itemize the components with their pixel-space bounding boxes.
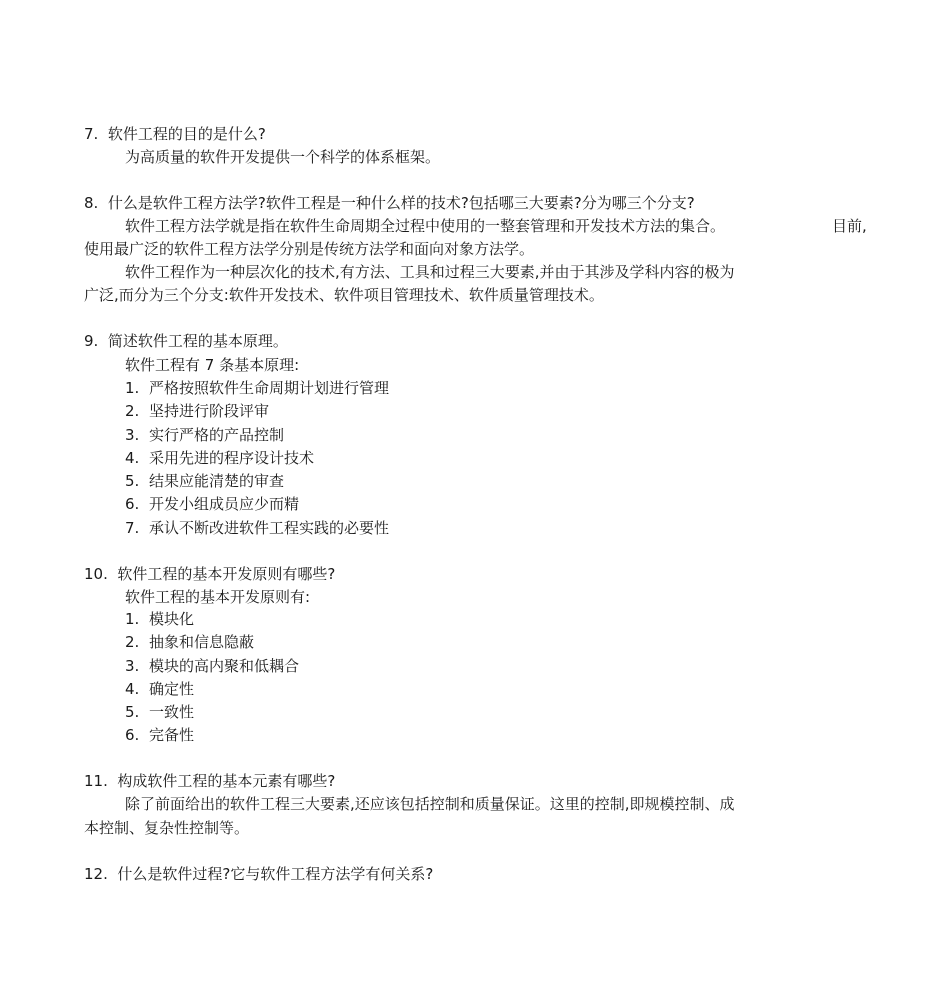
list-item: 2. 抽象和信息隐蔽 bbox=[125, 633, 255, 651]
question-text: 软件工程的基本开发原则有哪些? bbox=[117, 565, 336, 583]
answer-line: 为高质量的软件开发提供一个科学的体系框架。 bbox=[125, 148, 441, 166]
question-text: 构成软件工程的基本元素有哪些? bbox=[117, 772, 336, 790]
question-12 bbox=[84, 864, 433, 884]
question-9 bbox=[84, 331, 288, 351]
question-text: 简述软件工程的基本原理。 bbox=[107, 332, 288, 350]
list-item: 5. 结果应能清楚的审查 bbox=[125, 472, 285, 490]
answer-line: 使用最广泛的软件工程方法学分别是传统方法学和面向对象方法学。 bbox=[84, 240, 535, 258]
question-11 bbox=[84, 771, 335, 791]
question-text: 什么是软件工程方法学?软件工程是一种什么样的技术?包括哪三大要素?分为哪三个分支? bbox=[107, 194, 695, 212]
question-number: 9. bbox=[84, 332, 99, 350]
answer-line: 除了前面给出的软件工程三大要素,还应该包括控制和质量保证。这里的控制,即规模控制、成 bbox=[125, 795, 735, 813]
question-text: 软件工程的目的是什么? bbox=[107, 125, 266, 143]
question-number: 7. bbox=[84, 125, 99, 143]
list-item: 3. 实行严格的产品控制 bbox=[125, 426, 285, 444]
question-text: 什么是软件过程?它与软件工程方法学有何关系? bbox=[117, 865, 434, 883]
list-item: 3. 模块的高内聚和低耦合 bbox=[125, 657, 300, 675]
question-number: 8. bbox=[84, 194, 99, 212]
list-item: 4. 确定性 bbox=[125, 680, 195, 698]
answer-line: 软件工程作为一种层次化的技术,有方法、工具和过程三大要素,并由于其涉及学科内容的极为 bbox=[125, 263, 735, 281]
answer-intro: 软件工程的基本开发原则有: bbox=[125, 588, 311, 606]
answer-intro: 软件工程有 7 条基本原理: bbox=[125, 356, 300, 374]
list-item: 7. 承认不断改进软件工程实践的必要性 bbox=[125, 519, 390, 537]
question-8 bbox=[84, 193, 695, 213]
answer-line: 广泛,而分为三个分支:软件开发技术、软件项目管理技术、软件质量管理技术。 bbox=[84, 286, 604, 304]
list-item: 1. 模块化 bbox=[125, 610, 195, 628]
list-item: 1. 严格按照软件生命周期计划进行管理 bbox=[125, 379, 390, 397]
question-number: 11. bbox=[84, 772, 108, 790]
answer-line-tail: 目前, bbox=[832, 217, 867, 235]
list-item: 6. 完备性 bbox=[125, 726, 195, 744]
list-item: 6. 开发小组成员应少而精 bbox=[125, 495, 300, 513]
question-7 bbox=[84, 124, 266, 144]
question-number: 12. bbox=[84, 865, 108, 883]
list-item: 2. 坚持进行阶段评审 bbox=[125, 402, 270, 420]
answer-line: 软件工程方法学就是指在软件生命周期全过程中使用的一整套管理和开发技术方法的集合。 bbox=[125, 217, 726, 235]
question-number: 10. bbox=[84, 565, 108, 583]
list-item: 5. 一致性 bbox=[125, 703, 195, 721]
list-item: 4. 采用先进的程序设计技术 bbox=[125, 449, 315, 467]
answer-line: 本控制、复杂性控制等。 bbox=[84, 819, 250, 837]
question-10 bbox=[84, 564, 335, 584]
